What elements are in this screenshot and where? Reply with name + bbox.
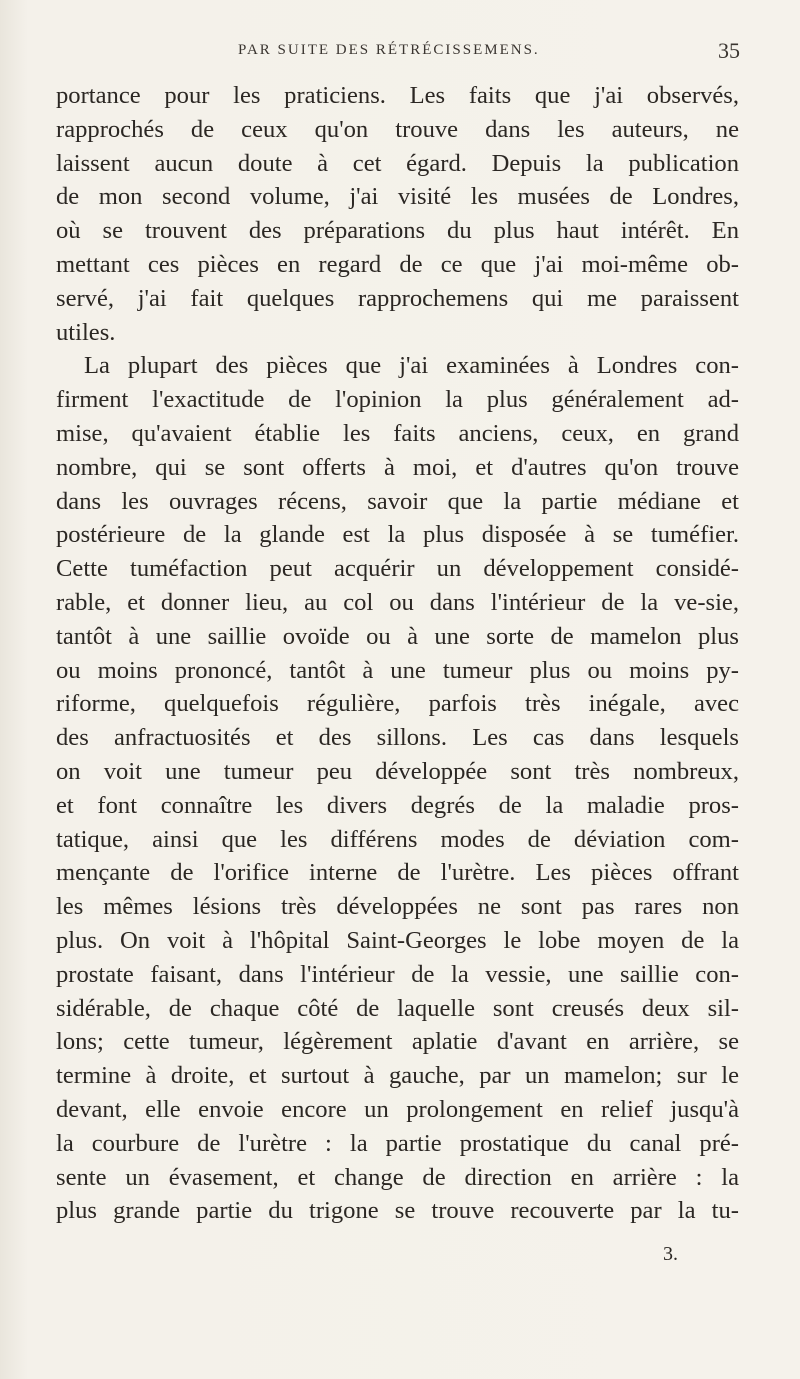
text-line: nombre, qui se sont offerts à moi, et d'autres qu'on trouve <box>56 453 739 481</box>
text-line: plus. On voit à l'hôpital Saint-Georges le lobe moyen de la <box>56 926 739 954</box>
text-line: rapprochés de ceux qu'on trouve dans les auteurs, ne <box>56 115 739 143</box>
text-line: mettant ces pièces en regard de ce que j'ai moi-même ob- <box>56 250 739 278</box>
text-line: Cette tuméfaction peut acquérir un développement considé- <box>56 555 739 583</box>
text-line: rable, et donner lieu, au col ou dans l'intérieur de la ve-sie, <box>56 588 739 616</box>
text-line: dans les ouvrages récens, savoir que la partie médiane et <box>56 487 739 515</box>
text-line: sente un évasement, et change de direction en arrière : la <box>56 1163 739 1191</box>
text-line: sidérable, de chaque côté de laquelle sont creusés deux sil- <box>56 994 739 1022</box>
text-line: la courbure de l'urètre : la partie prostatique du canal pré- <box>56 1129 739 1157</box>
text-line: plus grande partie du trigone se trouve recouverte par la tu- <box>56 1197 739 1225</box>
text-line: lons; cette tumeur, légèrement aplatie d'avant en arrière, se <box>56 1028 739 1056</box>
text-line: devant, elle envoie encore un prolongement en relief jusqu'à <box>56 1095 739 1123</box>
text-line: de mon second volume, j'ai visité les musées de Londres, <box>56 183 739 211</box>
text-line: servé, j'ai fait quelques rapprochemens qui me paraissent <box>56 284 739 312</box>
text-line: on voit une tumeur peu développée sont très nombreux, <box>56 757 739 785</box>
page-number: 35 <box>718 38 740 63</box>
text-line: termine à droite, et surtout à gauche, par un mamelon; sur le <box>56 1062 739 1090</box>
text-line: mise, qu'avaient établie les faits anciens, ceux, en grand <box>56 419 739 447</box>
body-text <box>56 79 739 1228</box>
text-line: ou moins prononcé, tantôt à une tumeur plus ou moins py- <box>56 656 739 684</box>
text-line: utiles. <box>56 318 116 346</box>
text-line: prostate faisant, dans l'intérieur de la vessie, une saillie con- <box>56 960 739 988</box>
text-line: La plupart des pièces que j'ai examinées à Londres con- <box>84 352 739 380</box>
running-title: PAR SUITE DES RÉTRÉCISSEMENS. <box>238 42 540 58</box>
text-line: tantôt à une saillie ovoïde ou à une sorte de mamelon plus <box>56 622 739 650</box>
text-line: les mêmes lésions très développées ne sont pas rares non <box>56 893 739 921</box>
text-line: postérieure de la glande est la plus disposée à se tuméfier. <box>56 521 739 549</box>
text-line: où se trouvent des préparations du plus haut intérêt. En <box>56 217 739 245</box>
text-line: riforme, quelquefois régulière, parfois très inégale, avec <box>56 690 739 718</box>
text-line: laissent aucun doute à cet égard. Depuis la publication <box>56 149 739 177</box>
text-line: mençante de l'orifice interne de l'urètre. Les pièces offrant <box>56 859 739 887</box>
text-line: des anfractuosités et des sillons. Les cas dans lesquels <box>56 724 739 752</box>
signature-mark: 3. <box>663 1243 678 1265</box>
text-line: et font connaître les divers degrés de la maladie pros- <box>56 791 739 819</box>
text-line: tatique, ainsi que les différens modes de déviation com- <box>56 825 739 853</box>
text-line: portance pour les praticiens. Les faits que j'ai observés, <box>56 82 739 109</box>
text-line: firment l'exactitude de l'opinion la plus généralement ad- <box>56 386 739 414</box>
